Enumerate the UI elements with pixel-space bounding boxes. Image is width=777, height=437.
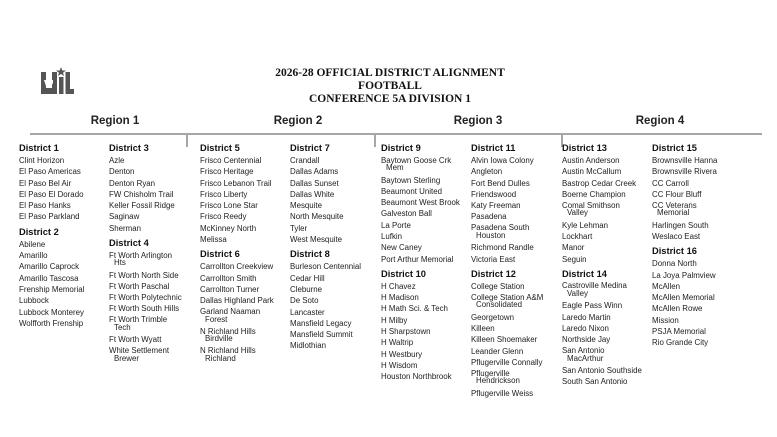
district-title: District 2: [19, 226, 59, 237]
school-name: Cleburne: [290, 284, 323, 294]
school-name: H Sharpstown: [381, 327, 431, 337]
school-name: N Richland Hills Richland: [200, 346, 256, 363]
uil-logo: [40, 66, 74, 96]
school-name: Amarillo Tascosa: [19, 273, 79, 283]
school-name: Azle: [109, 156, 125, 165]
school-name: Ft Worth Wyatt: [109, 335, 162, 345]
school-name: Bastrop Cedar Creek: [562, 178, 637, 188]
district-title: District 10: [381, 268, 426, 279]
school-name: Beaumont West Brook: [381, 198, 460, 208]
school-name: CC Carroll: [652, 178, 689, 188]
school-name: Austin Anderson: [562, 156, 620, 165]
school-name: Pflugerville Weiss: [471, 388, 534, 398]
district-block: [652, 142, 744, 242]
school-name: H Math Sci. & Tech: [381, 304, 448, 314]
school-name: Pflugerville Hendrickson: [471, 368, 520, 386]
school-name: Lancaster: [290, 307, 325, 317]
school-name: Ft Worth North Side: [109, 270, 179, 280]
school-name: H Chavez: [381, 281, 416, 291]
school-name: San Antonio MacArthur: [562, 346, 605, 363]
school-name: Sherman: [109, 223, 142, 233]
school-name: Kyle Lehman: [562, 220, 609, 230]
school-name: Castroville Medina Valley: [562, 281, 627, 298]
school-name: CC Veterans Memorial: [652, 200, 697, 218]
district-block: [109, 142, 201, 234]
region-2-label: Region 2: [273, 115, 323, 127]
district-block: [290, 142, 382, 245]
school-name: Frisco Heritage: [200, 167, 254, 177]
district-title: District 6: [200, 249, 240, 260]
school-name: West Mesquite: [290, 235, 343, 245]
school-name: H Milby: [381, 315, 408, 325]
column-3: [200, 142, 292, 368]
region-divider-horizontal: [30, 133, 762, 135]
school-name: Leander Glenn: [471, 346, 524, 356]
school-name: Carrollton Smith: [200, 273, 257, 283]
school-name: McAllen Memorial: [652, 293, 715, 303]
column-4: [290, 142, 382, 355]
school-name: Cedar Hill: [290, 273, 325, 283]
school-name: Donna North: [652, 259, 697, 269]
school-name: Weslaco East: [652, 231, 701, 241]
school-name: Melissa: [200, 235, 227, 245]
school-name: El Paso Bel Air: [19, 178, 72, 188]
school-name: Angleton: [471, 167, 503, 177]
school-name: Denton: [109, 167, 135, 177]
school-name: Lockhart: [562, 231, 593, 241]
school-name: Comal Smithson Valley: [562, 200, 620, 218]
school-name: Galveston Ball: [381, 209, 432, 219]
school-name: Beaumont United: [381, 186, 442, 196]
school-name: Tyler: [290, 223, 308, 233]
school-name: Brownsville Rivera: [652, 167, 717, 177]
school-name: Midlothian: [290, 341, 326, 351]
school-name: Frisco Lone Star: [200, 201, 258, 211]
school-name: Baytown Goose Crk Mem: [381, 155, 452, 172]
school-name: South San Antonio: [562, 377, 628, 387]
school-name: Boerne Champion: [562, 189, 626, 199]
school-name: Laredo Nixon: [562, 323, 609, 333]
column-8: [652, 142, 744, 352]
school-name: Brownsville Hanna: [652, 156, 718, 165]
school-name: La Porte: [381, 220, 411, 230]
district-block: [381, 268, 473, 383]
region-4-label: Region 4: [635, 115, 685, 127]
school-name: El Paso Hanks: [19, 201, 71, 211]
school-name: FW Chisholm Trail: [109, 189, 174, 199]
school-name: Katy Freeman: [471, 201, 521, 211]
school-name: CC Flour Bluff: [652, 189, 702, 199]
school-name: Mission: [652, 315, 679, 325]
column-1: [19, 142, 111, 332]
school-name: El Paso Americas: [19, 167, 81, 177]
school-name: Austin McCallum: [562, 167, 622, 177]
district-title: District 16: [652, 246, 697, 257]
region-3-label: Region 3: [453, 115, 503, 127]
school-name: White Settlement Brewer: [109, 346, 170, 363]
district-block: [471, 142, 563, 265]
school-name: Denton Ryan: [109, 178, 156, 188]
school-name: El Paso Parkland: [19, 212, 80, 222]
school-name: H Wisdom: [381, 360, 418, 370]
school-name: Seguin: [562, 254, 587, 264]
school-name: New Caney: [381, 243, 422, 253]
district-title: District 4: [109, 238, 149, 249]
school-name: Harlingen South: [652, 220, 709, 230]
district-title: District 9: [381, 143, 421, 153]
district-title: District 12: [471, 268, 516, 279]
school-name: Carrollton Creekview: [200, 262, 274, 272]
school-name: Crandall: [290, 156, 320, 165]
district-title: District 11: [471, 143, 516, 153]
school-name: Frisco Liberty: [200, 189, 248, 199]
school-name: N Richland Hills Birdville: [200, 326, 256, 344]
school-name: Laredo Martin: [562, 312, 611, 322]
district-block: [652, 245, 744, 348]
school-name: Frenship Memorial: [19, 284, 85, 294]
school-name: McAllen: [652, 281, 681, 291]
district-block: [290, 248, 382, 351]
district-block: [381, 142, 473, 265]
school-name: Ft Worth Polytechnic: [109, 293, 182, 303]
school-name: Dallas Highland Park: [200, 296, 274, 306]
school-name: Lubbock: [19, 296, 49, 306]
school-name: Mansfield Summit: [290, 330, 353, 340]
district-block: [200, 142, 292, 245]
title-line-2: FOOTBALL: [358, 80, 422, 92]
school-name: Manor: [562, 243, 585, 253]
school-name: Port Arthur Memorial: [381, 254, 454, 264]
school-name: Garland Naaman Forest: [200, 307, 261, 324]
district-title: District 3: [109, 143, 149, 153]
school-name: Dallas Adams: [290, 167, 339, 177]
document-title: [180, 67, 600, 106]
school-name: Ft Worth Trimble Tech: [109, 315, 168, 332]
school-name: H Westbury: [381, 349, 423, 359]
school-name: Richmond Randle: [471, 243, 534, 253]
district-block: [19, 142, 111, 223]
school-name: Wolfforth Frenship: [19, 318, 84, 328]
school-name: Ft Worth South Hills: [109, 304, 180, 314]
district-block: [200, 248, 292, 365]
school-name: Lubbock Monterey: [19, 307, 84, 317]
district-title: District 1: [19, 143, 59, 153]
school-name: H Waltrip: [381, 338, 414, 348]
school-name: Saginaw: [109, 212, 140, 222]
school-name: De Soto: [290, 296, 319, 306]
district-title: District 5: [200, 143, 240, 153]
school-name: Keller Fossil Ridge: [109, 201, 175, 211]
district-title: District 14: [562, 268, 607, 279]
school-name: Rio Grande City: [652, 338, 709, 348]
school-name: Pflugerville Connally: [471, 357, 543, 367]
school-name: Eagle Pass Winn: [562, 301, 623, 311]
school-name: Mansfield Legacy: [290, 318, 352, 328]
column-2: [109, 142, 201, 368]
district-title: District 8: [290, 249, 330, 260]
district-title: District 15: [652, 143, 697, 153]
school-name: Fort Bend Dulles: [471, 178, 530, 188]
column-5: [381, 142, 473, 386]
district-block: [109, 237, 201, 365]
school-name: Killeen Shoemaker: [471, 335, 538, 345]
uil-logo-icon: [40, 66, 74, 96]
district-title: District 7: [290, 143, 330, 153]
school-name: College Station A&M Consolidated: [471, 292, 544, 310]
district-title: District 13: [562, 143, 607, 153]
school-name: Amarillo: [19, 251, 48, 261]
school-name: Dallas White: [290, 189, 335, 199]
column-6: [471, 142, 563, 402]
school-name: Amarillo Caprock: [19, 262, 80, 272]
school-name: Lufkin: [381, 231, 403, 241]
school-name: Ft Worth Arlington Hts: [109, 250, 173, 268]
district-block: [562, 142, 654, 265]
school-name: Northside Jay: [562, 335, 611, 345]
school-name: McKinney North: [200, 223, 257, 233]
school-name: Frisco Centennial: [200, 156, 262, 165]
school-name: Baytown Sterling: [381, 175, 441, 185]
district-block: [471, 268, 563, 399]
school-name: H Madison: [381, 293, 419, 303]
column-7: [562, 142, 654, 391]
district-block: [19, 226, 111, 329]
school-name: Frisco Reedy: [200, 212, 247, 222]
school-name: Friendswood: [471, 189, 517, 199]
school-name: El Paso El Dorado: [19, 189, 84, 199]
school-name: Ft Worth Paschal: [109, 281, 170, 291]
school-name: McAllen Rowe: [652, 304, 703, 314]
school-name: La Joya Palmview: [652, 270, 716, 280]
school-name: Mesquite: [290, 201, 323, 211]
school-name: North Mesquite: [290, 212, 344, 222]
school-name: Pasadena: [471, 212, 507, 222]
school-name: Houston Northbrook: [381, 372, 452, 382]
school-name: Georgetown: [471, 312, 514, 322]
title-line-3: CONFERENCE 5A DIVISION 1: [309, 93, 471, 105]
school-name: Pasadena South Houston: [471, 223, 530, 240]
school-name: Abilene: [19, 239, 46, 249]
title-line-1: 2026-28 OFFICIAL DISTRICT ALIGNMENT: [275, 67, 505, 79]
school-name: Burleson Centennial: [290, 262, 362, 272]
school-name: Alvin Iowa Colony: [471, 156, 534, 165]
school-name: Frisco Lebanon Trail: [200, 178, 272, 188]
school-name: Dallas Sunset: [290, 178, 339, 188]
school-name: Killeen: [471, 323, 495, 333]
district-block: [562, 268, 654, 388]
school-name: San Antonio Southside: [562, 366, 642, 376]
school-name: Clint Horizon: [19, 156, 65, 165]
school-name: College Station: [471, 281, 525, 291]
region-1-label: Region 1: [90, 115, 140, 127]
school-name: PSJA Memorial: [652, 327, 706, 337]
school-name: Victoria East: [471, 254, 516, 264]
school-name: Carrollton Turner: [200, 284, 260, 294]
